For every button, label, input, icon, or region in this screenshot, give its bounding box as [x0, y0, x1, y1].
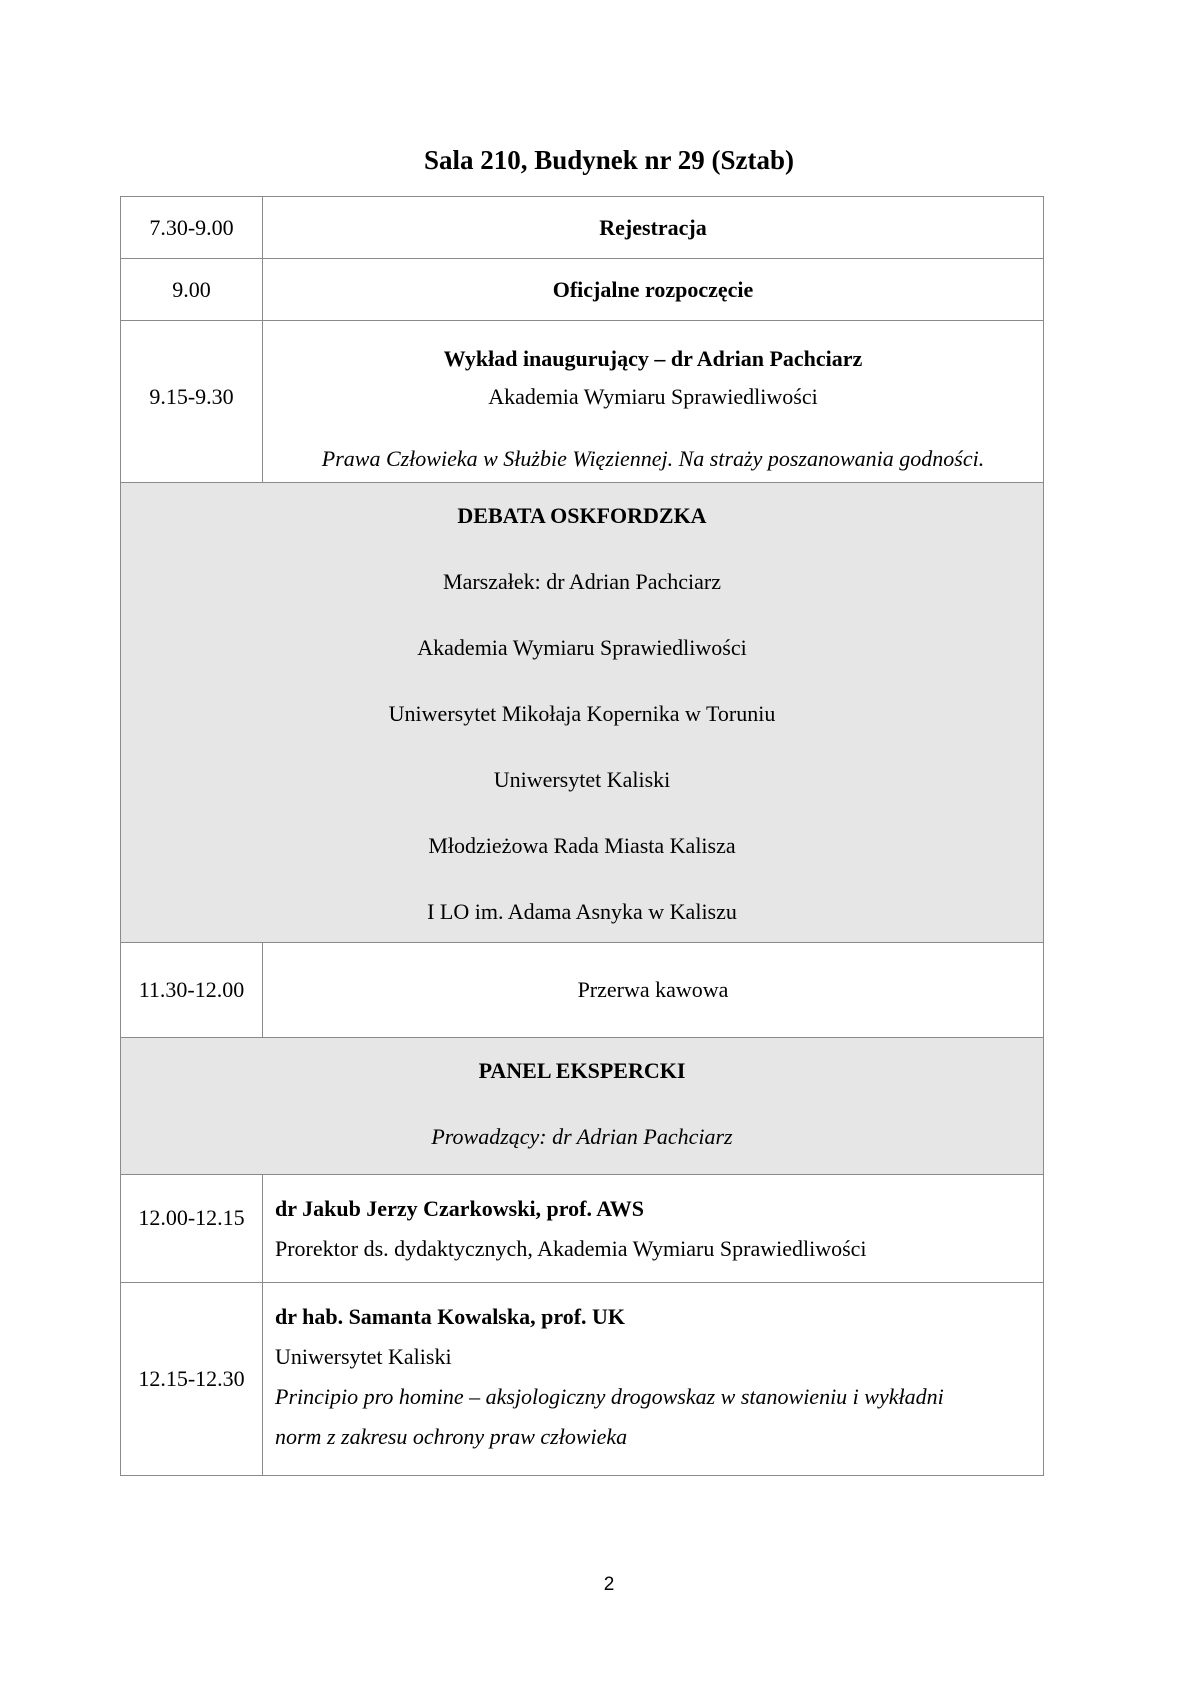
panel-title: PANEL EKSPERCKI: [478, 1058, 686, 1083]
debate-line: I LO im. Adama Asnyka w Kaliszu: [427, 899, 737, 924]
lecture-cell: [263, 321, 1044, 483]
speaker-cell: [263, 1175, 1044, 1283]
debate-line: Akademia Wymiaru Sprawiedliwości: [417, 635, 747, 660]
page-number: 2: [603, 1574, 615, 1595]
table-row-opening: [121, 259, 1044, 321]
time-cell: 9.00: [121, 259, 263, 321]
time-cell: 7.30-9.00: [121, 197, 263, 259]
debate-line: Młodzieżowa Rada Miasta Kalisza: [428, 833, 736, 858]
debate-cell: [121, 483, 1044, 943]
panel-moderator: Prowadzący: dr Adrian Pachciarz: [431, 1124, 733, 1149]
time-cell: 12.00-12.15: [121, 1175, 263, 1283]
debate-title: DEBATA OSKFORDZKA: [457, 503, 707, 528]
debate-line: Uniwersytet Kaliski: [493, 767, 671, 792]
lecture-topic: Prawa Człowieka w Służbie Więziennej. Na straży poszanowania godności.: [321, 446, 985, 471]
table-row-coffee: [121, 943, 1044, 1038]
debate-line: Marszałek: dr Adrian Pachciarz: [443, 569, 721, 594]
speaker-name: dr Jakub Jerzy Czarkowski, prof. AWS: [275, 1196, 644, 1221]
table-row-speaker: [121, 1175, 1044, 1283]
lecture-title: Wykład inaugurujący – dr Adrian Pachciarz: [443, 346, 863, 371]
session-title: Przerwa kawowa: [263, 943, 1044, 1038]
speaker-topic-line: norm z zakresu ochrony praw człowieka: [275, 1424, 628, 1449]
speaker-name: dr hab. Samanta Kowalska, prof. UK: [275, 1304, 626, 1329]
time-cell: 12.15-12.30: [121, 1283, 263, 1476]
schedule-table: [120, 196, 1044, 1476]
session-title: Rejestracja: [263, 197, 1044, 259]
speaker-topic-line: Principio pro homine – aksjologiczny drogowskaz w stanowieniu i wykładni: [275, 1384, 944, 1409]
lecture-affiliation: Akademia Wymiaru Sprawiedliwości: [488, 384, 818, 409]
time-cell: 9.15-9.30: [121, 321, 263, 483]
table-row-panel: [121, 1038, 1044, 1175]
table-row-debate: [121, 483, 1044, 943]
session-title: Oficjalne rozpoczęcie: [263, 259, 1044, 321]
panel-cell: [121, 1038, 1044, 1175]
table-row-lecture: [121, 321, 1044, 483]
speaker-cell: [263, 1283, 1044, 1476]
speaker-role: Prorektor ds. dydaktycznych, Akademia Wymiaru Sprawiedliwości: [275, 1236, 867, 1261]
table-row-speaker: [121, 1283, 1044, 1476]
debate-line: Uniwersytet Mikołaja Kopernika w Toruniu: [388, 701, 776, 726]
table-row-registration: [121, 197, 1044, 259]
speaker-affiliation: Uniwersytet Kaliski: [275, 1344, 452, 1369]
time-cell: 11.30-12.00: [121, 943, 263, 1038]
page-title: Sala 210, Budynek nr 29 (Sztab): [423, 145, 795, 175]
